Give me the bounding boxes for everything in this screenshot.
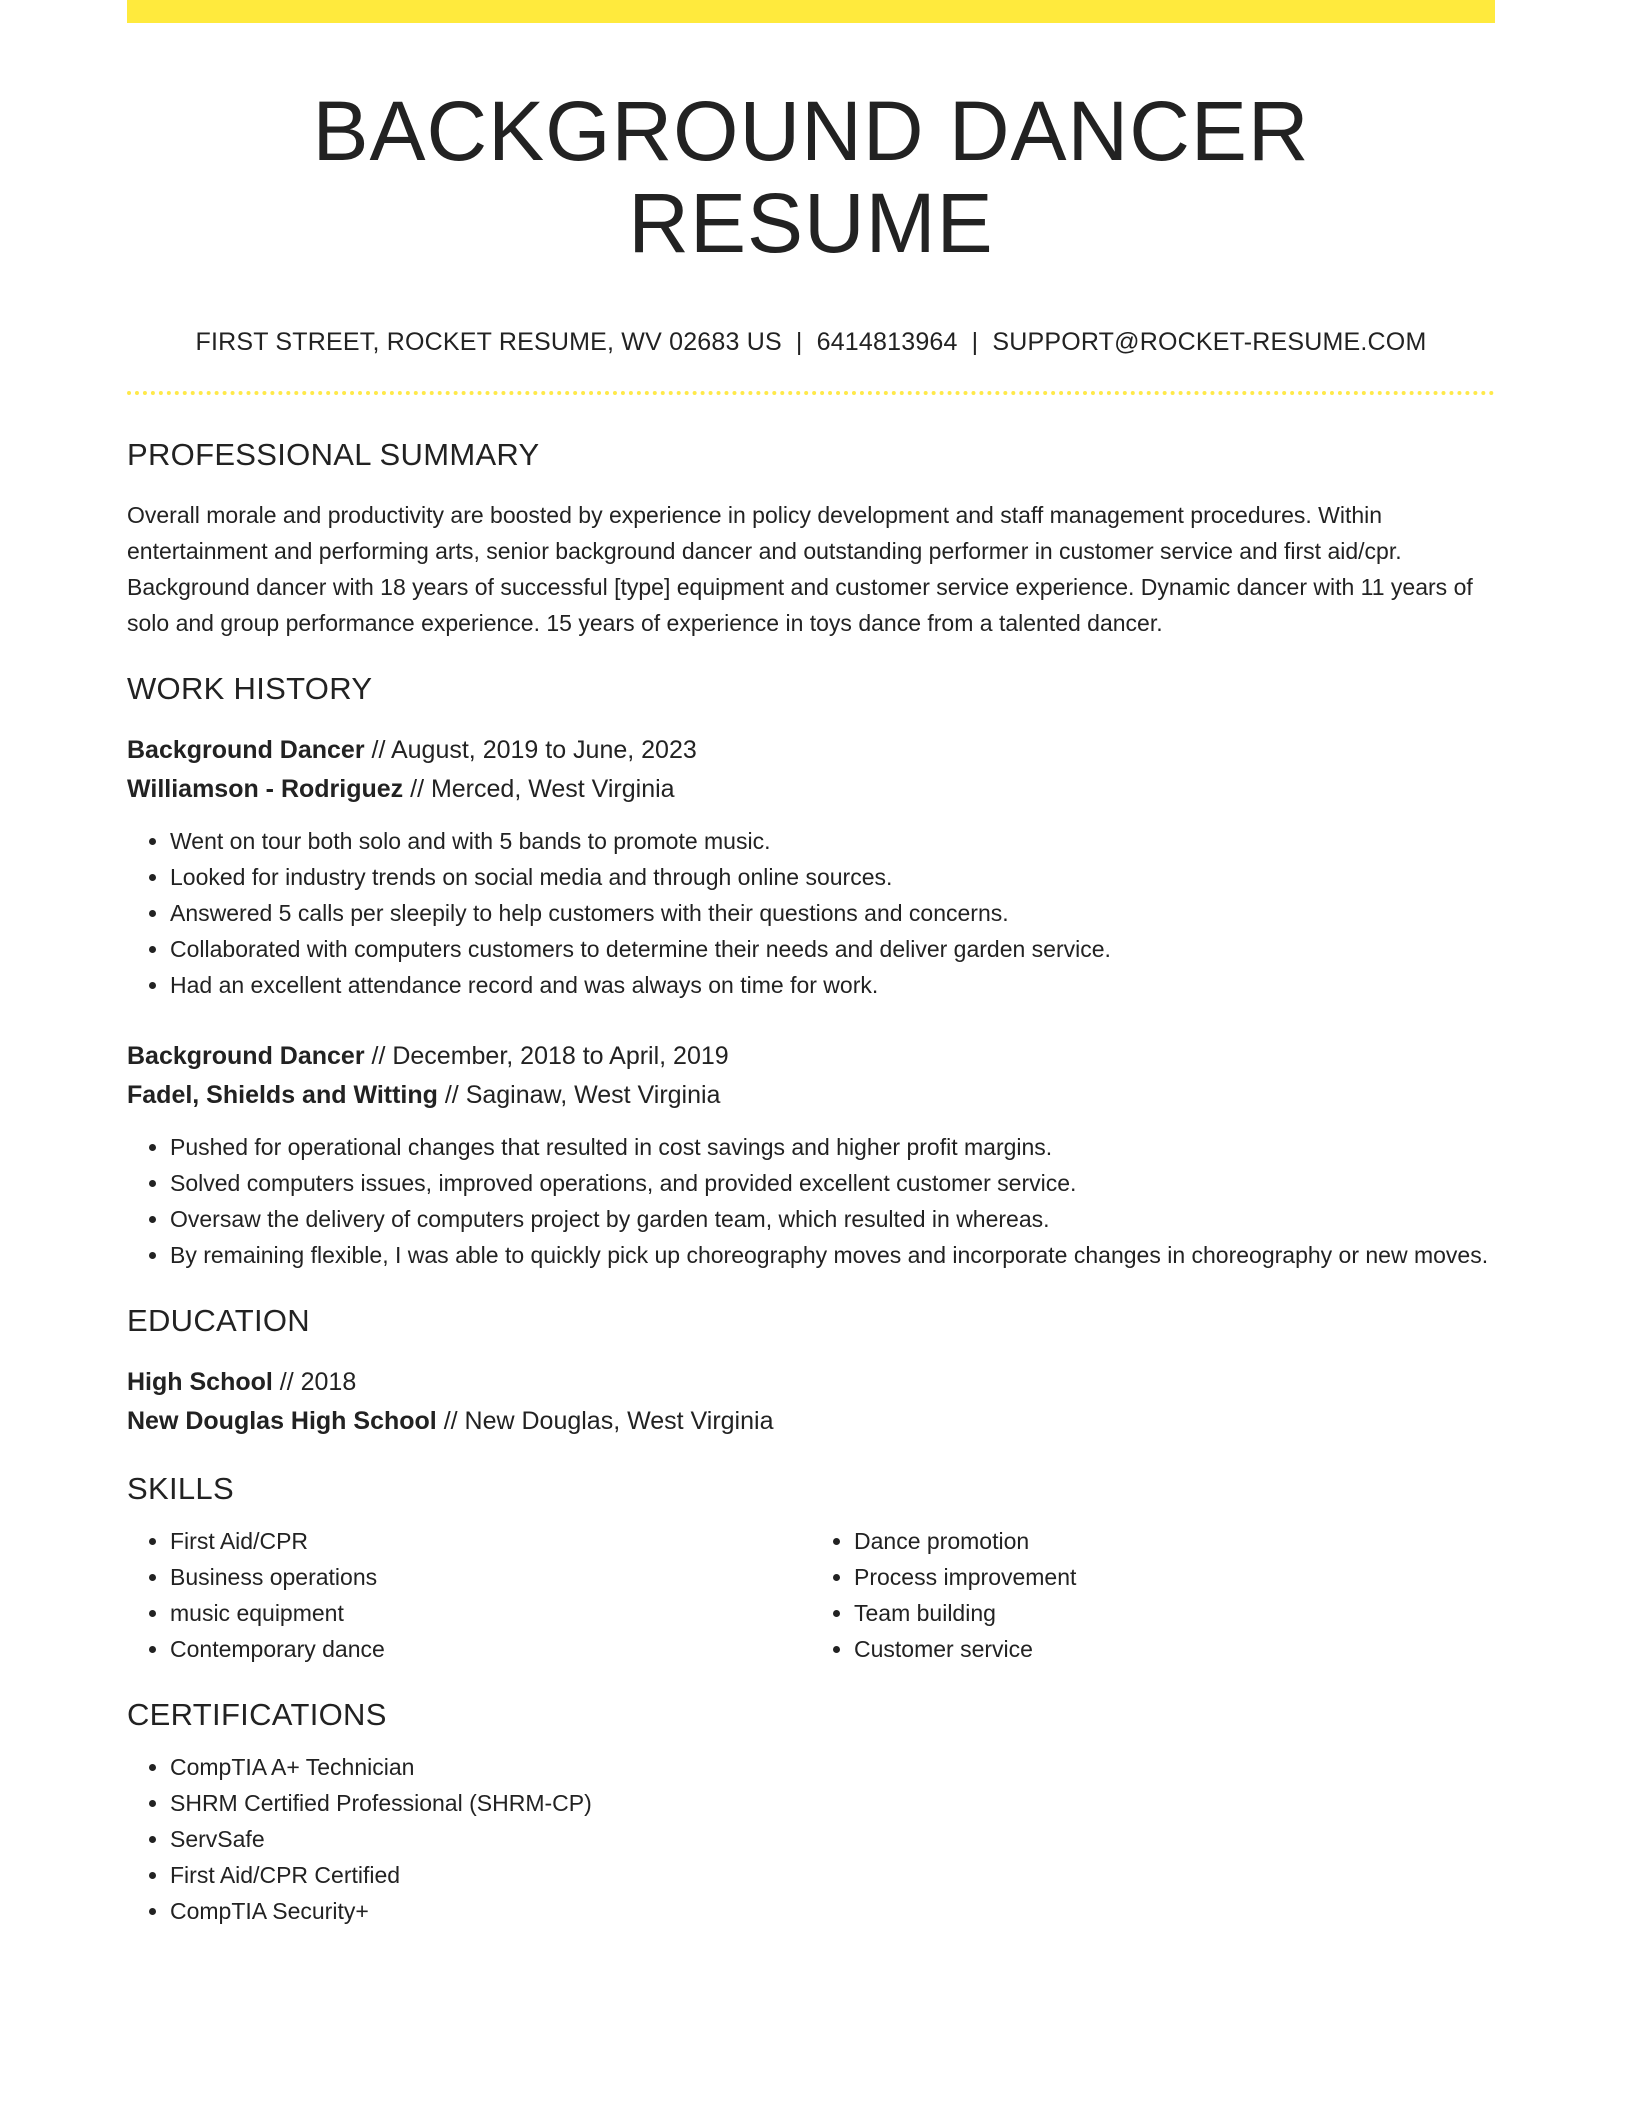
- education-heading: EDUCATION: [127, 1302, 310, 1338]
- education-school: New Douglas High School: [127, 1406, 437, 1435]
- education-year: // 2018: [272, 1367, 357, 1396]
- skills-column-left: [127, 1523, 811, 1667]
- resume-page: [127, 0, 1495, 1929]
- list-item: • Solved computers issues, improved operations, and provided excellent customer service.: [170, 1165, 1495, 1201]
- skills-heading: SKILLS: [127, 1470, 234, 1506]
- work-history-heading: WORK HISTORY: [127, 670, 373, 706]
- resume-title: BACKGROUND DANCER RESUME: [312, 84, 1310, 271]
- job-dates: // August, 2019 to June, 2023: [364, 735, 697, 764]
- job-entry: [127, 731, 1495, 1003]
- skills-column-right: [811, 1523, 1495, 1667]
- education-location: // New Douglas, West Virginia: [436, 1406, 774, 1435]
- summary-heading: PROFESSIONAL SUMMARY: [127, 436, 540, 472]
- job-company: Williamson - Rodriguez: [127, 774, 404, 803]
- list-item: • Process improvement: [854, 1559, 1495, 1595]
- list-item: • music equipment: [170, 1595, 811, 1631]
- header-divider: [127, 391, 1495, 395]
- job-bullets: [127, 823, 1495, 1003]
- list-item: • Had an excellent attendance record and was always on time for work.: [170, 967, 1495, 1003]
- list-item: • CompTIA Security+: [170, 1893, 1495, 1929]
- job-role: Background Dancer: [127, 1041, 365, 1070]
- certifications-section: [127, 1697, 1495, 1929]
- certifications-list: [127, 1749, 1495, 1929]
- list-item: • Collaborated with computers customers to determine their needs and deliver garden service.: [170, 931, 1495, 967]
- list-item: • Contemporary dance: [170, 1631, 811, 1667]
- job-title-line: [127, 1037, 1495, 1076]
- contact-line: [127, 328, 1495, 357]
- list-item: • First Aid/CPR: [170, 1523, 811, 1559]
- list-item: • Business operations: [170, 1559, 811, 1595]
- job-role: Background Dancer: [127, 735, 365, 764]
- list-item: • Looked for industry trends on social media and through online sources.: [170, 859, 1495, 895]
- list-item: • Answered 5 calls per sleepily to help customers with their questions and concerns.: [170, 895, 1495, 931]
- skills-section: [127, 1471, 1495, 1667]
- list-item: • CompTIA A+ Technician: [170, 1749, 1495, 1785]
- job-entry: [127, 1037, 1495, 1273]
- education-school-line: [127, 1402, 1495, 1441]
- skills-grid: [127, 1523, 1495, 1667]
- list-item: • First Aid/CPR Certified: [170, 1857, 1495, 1893]
- education-section: [127, 1303, 1495, 1441]
- list-item: • SHRM Certified Professional (SHRM-CP): [170, 1785, 1495, 1821]
- work-history-section: [127, 671, 1495, 1273]
- education-degree-line: [127, 1363, 1495, 1402]
- list-item: • Oversaw the delivery of computers project by garden team, which resulted in whereas.: [170, 1201, 1495, 1237]
- list-item: • Team building: [854, 1595, 1495, 1631]
- job-dates: // December, 2018 to April, 2019: [364, 1041, 729, 1070]
- education-degree: High School: [127, 1367, 273, 1396]
- contact-phone: 6414813964: [816, 327, 958, 356]
- contact-address: FIRST STREET, ROCKET RESUME, WV 02683 US: [195, 327, 782, 356]
- job-title-line: [127, 731, 1495, 770]
- accent-bar: [127, 0, 1495, 23]
- job-company: Fadel, Shields and Witting: [127, 1080, 438, 1109]
- list-item: • Dance promotion: [854, 1523, 1495, 1559]
- list-item: • ServSafe: [170, 1821, 1495, 1857]
- job-company-line: [127, 1076, 1495, 1115]
- job-bullets: [127, 1129, 1495, 1273]
- job-location: // Saginaw, West Virginia: [437, 1080, 721, 1109]
- list-item: • By remaining flexible, I was able to quickly pick up choreography moves and incorporate changes in choreography or new moves.: [170, 1237, 1495, 1273]
- job-company-line: [127, 770, 1495, 809]
- contact-separator: |: [971, 327, 979, 356]
- list-item: • Pushed for operational changes that resulted in cost savings and higher profit margins.: [170, 1129, 1495, 1165]
- contact-email: SUPPORT@ROCKET-RESUME.COM: [992, 327, 1427, 356]
- list-item: • Went on tour both solo and with 5 bands to promote music.: [170, 823, 1495, 859]
- certifications-heading: CERTIFICATIONS: [127, 1696, 387, 1732]
- job-location: // Merced, West Virginia: [403, 774, 675, 803]
- list-item: • Customer service: [854, 1631, 1495, 1667]
- summary-text: Overall morale and productivity are boosted by experience in policy development and staff management procedures. Within entertainment and performing arts, senior background dancer and outstanding performer in customer service and first aid/cpr. Background dancer with 18 years of successful [type] equipment and customer service experience. Dynamic dancer with 11 years of solo and group performance experience. 15 years of experience in toys dance from a talented dancer.: [127, 501, 1473, 636]
- contact-separator: |: [795, 327, 803, 356]
